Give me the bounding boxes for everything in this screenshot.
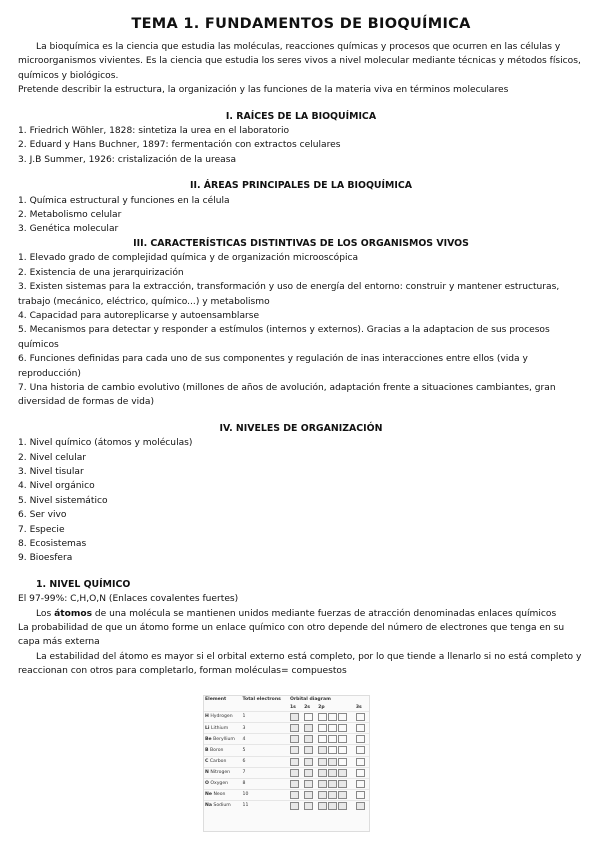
orbital-box [328, 713, 337, 721]
intro-paragraph: La bioquímica es la ciencia que estudia las moléculas, reacciones químicas y procesos que ocurren en las células y microorganismos vivientes. Es la ciencia que estudia los seres vivos a nivel molecular mediante técnicas y métodos físicos, químicos y biológicos. [18, 42, 581, 81]
orbital-label: 2p [318, 704, 325, 710]
list-item: 2. Eduard y Hans Buchner, 1897: fermentación con extractos celulares [18, 140, 341, 151]
roots-list [18, 124, 584, 167]
list-item: 3. Existen sistemas para la extracción, transformación y uso de energía del entorno: construir y mantener estructuras, trabajo (mecánico, eléctrico, químico...) y metabolismo [18, 282, 560, 307]
orbital-box [290, 713, 299, 721]
orbital-cell [303, 778, 317, 789]
list-item: 1. Elevado grado de complejidad química y de organización microoscópica [18, 253, 359, 264]
orbital-box [338, 735, 347, 743]
orbital-cell [289, 734, 303, 745]
orbital-box [356, 724, 365, 732]
orbital-box [304, 780, 313, 788]
orbital-box [356, 769, 365, 777]
table-row [204, 756, 369, 767]
orbital-box [304, 746, 313, 754]
electron-count: 1 [242, 712, 289, 723]
orbital-box [290, 802, 299, 810]
element-name: N Nitrogen [204, 767, 242, 778]
col-total-electrons: Total electrons [242, 697, 281, 702]
electron-count: 3 [242, 723, 289, 734]
list-item: 3. Genética molecular [18, 224, 119, 235]
orbital-box [318, 746, 327, 754]
intro-paragraph-2: Pretende describir la estructura, la organización y las funciones de la materia viva en términos moleculares [18, 85, 509, 96]
orbital-cell [317, 734, 355, 745]
orbital-box [356, 802, 365, 810]
stability-paragraph: La estabilidad del átomo es mayor si el orbital externo está completo, por lo que tiende a llenarlo si no está completo y reaccionan con otros para completarlo, forman moléculas= compuestos [18, 651, 582, 677]
orbital-box [318, 791, 327, 799]
list-item: 6. Ser vivo [18, 510, 67, 521]
orbital-box [318, 735, 327, 743]
atoms-paragraph: Los átomos de una molécula se mantienen unidos mediante fuerzas de atracción denominadas enlaces químicos [36, 608, 557, 619]
list-item: 2. Existencia de una jerarquirización [18, 267, 184, 278]
orbital-cell [303, 800, 317, 811]
orbital-box [290, 735, 299, 743]
orbital-box [338, 724, 347, 732]
table-row [204, 778, 369, 789]
orbital-box [290, 791, 299, 799]
table-row [204, 789, 369, 800]
list-item: 9. Bioesfera [18, 553, 73, 564]
col-element: Element [205, 697, 227, 702]
electron-count: 5 [242, 745, 289, 756]
orbital-cell [317, 756, 355, 767]
list-item: 4. Capacidad para autoreplicarse y autoensamblarse [18, 310, 260, 321]
orbital-cell [289, 723, 303, 734]
element-name: Ne Neon [204, 789, 242, 800]
orbital-box [304, 724, 313, 732]
orbital-box [356, 791, 365, 799]
orbital-cell [355, 745, 369, 756]
orbital-cell [289, 745, 303, 756]
list-item: 4. Nivel orgánico [18, 481, 95, 492]
orbital-cell [317, 723, 355, 734]
orbital-label: 3s [355, 704, 362, 710]
table-row [204, 734, 369, 745]
orbital-box [328, 791, 337, 799]
orbital-cell [355, 712, 369, 723]
document-page [18, 14, 584, 679]
orbital-cell [289, 767, 303, 778]
orbital-cell [317, 778, 355, 789]
orbital-box [304, 758, 313, 766]
section-heading-characteristics: III. CARACTERÍSTICAS DISTINTIVAS DE LOS ORGANISMOS VIVOS [133, 237, 469, 249]
page-title: TEMA 1. FUNDAMENTOS DE BIOQUÍMICA [131, 16, 471, 32]
orbital-box [318, 802, 327, 810]
orbital-box [338, 769, 347, 777]
orbital-label: 1s [289, 704, 296, 710]
element-name: O Oxygen [204, 778, 242, 789]
orbital-box [338, 758, 347, 766]
element-name: C Carbon [204, 756, 242, 767]
list-item: 5. Nivel sistemático [18, 495, 108, 506]
orbital-cell [303, 712, 317, 723]
table-row [204, 745, 369, 756]
table-row [204, 767, 369, 778]
orbital-cell [303, 756, 317, 767]
orbital-box [328, 769, 337, 777]
orbital-box [304, 791, 313, 799]
orbital-cell [317, 712, 355, 723]
electron-count: 11 [242, 800, 289, 811]
orbital-cell [289, 712, 303, 723]
electron-count: 4 [242, 734, 289, 745]
element-name: B Boron [204, 745, 242, 756]
table-row [204, 712, 369, 723]
orbital-box [304, 769, 313, 777]
orbital-cell [303, 734, 317, 745]
col-orbital-diagram: Orbital diagram [289, 697, 331, 702]
orbital-box [328, 802, 337, 810]
orbital-box [338, 713, 347, 721]
table-row [204, 800, 369, 811]
orbital-box [304, 802, 313, 810]
orbital-cell [317, 745, 355, 756]
orbital-box [328, 758, 337, 766]
orbital-box [290, 769, 299, 777]
probability-paragraph: La probabilidad de que un átomo forme un enlace químico con otro depende del número de electrones que tenga en su capa más externa [18, 623, 565, 648]
orbital-cell [289, 789, 303, 800]
orbital-cell [289, 778, 303, 789]
orbital-box [318, 713, 327, 721]
list-item: 5. Mecanismos para detectar y responder a estímulos (internos y externos). Gracias a la adaptacion de sus procesos químicos [18, 325, 550, 350]
list-item: 8. Ecosistemas [18, 539, 87, 549]
orbital-cell [317, 789, 355, 800]
orbital-box [356, 758, 365, 766]
orbital-box [290, 758, 299, 766]
orbital-box [338, 802, 347, 810]
orbital-box [328, 746, 337, 754]
orbital-box [290, 724, 299, 732]
list-item: 6. Funciones definidas para cada uno de sus componentes y regulación de inas interacciones entre ellos (vida y reproducción) [18, 354, 528, 379]
element-name: H Hydrogen [204, 712, 242, 723]
list-item: 7. Especie [18, 524, 65, 535]
levels-list [18, 436, 584, 566]
orbital-box [304, 735, 313, 743]
areas-list [18, 194, 584, 237]
orbital-cell [355, 723, 369, 734]
list-item: 1. Química estructural y funciones en la célula [18, 195, 230, 206]
list-item: 2. Metabolismo celular [18, 210, 122, 221]
section-heading-roots: I. RAÍCES DE LA BIOQUÍMICA [225, 110, 377, 122]
electron-count: 10 [242, 789, 289, 800]
orbital-cell [317, 800, 355, 811]
list-item: 7. Una historia de cambio evolutivo (millones de años de avolución, adaptación frente a situaciones cambiantes, gran diversidad de formas de vida) [18, 382, 556, 408]
list-item: 3. J.B Summer, 1926: cristalización de la ureasa [18, 154, 237, 165]
orbital-cell [303, 789, 317, 800]
list-item: 2. Nivel celular [18, 452, 87, 463]
orbital-cell [317, 767, 355, 778]
orbital-box [304, 713, 313, 721]
orbital-box [338, 746, 347, 754]
orbital-box [328, 735, 337, 743]
orbital-diagram-figure [203, 695, 370, 832]
orbital-cell [355, 778, 369, 789]
list-item: 3. Nivel tisular [18, 466, 84, 477]
orbital-box [290, 780, 299, 788]
orbital-box [338, 791, 347, 799]
orbital-box [318, 758, 327, 766]
orbital-box [338, 780, 347, 788]
orbital-cell [289, 756, 303, 767]
orbital-box [356, 735, 365, 743]
element-name: Be Beryllium [204, 734, 242, 745]
list-item: 1. Nivel químico (átomos y moléculas) [18, 438, 193, 449]
orbital-cell [355, 800, 369, 811]
section-heading-areas: II. ÁREAS PRINCIPALES DE LA BIOQUÍMICA [190, 180, 412, 192]
orbital-label: 2s [304, 704, 310, 710]
orbital-box [328, 780, 337, 788]
orbital-box [356, 780, 365, 788]
orbital-box [318, 724, 327, 732]
section-heading-levels: IV. NIVELES DE ORGANIZACIÓN [219, 422, 383, 434]
electron-count: 7 [242, 767, 289, 778]
orbital-cell [355, 734, 369, 745]
orbital-cell [355, 756, 369, 767]
electron-count: 6 [242, 756, 289, 767]
electron-count: 8 [242, 778, 289, 789]
orbital-cell [303, 723, 317, 734]
orbital-box [356, 713, 365, 721]
orbital-cell [355, 767, 369, 778]
orbital-cell [303, 767, 317, 778]
orbital-box [318, 780, 327, 788]
orbital-box [290, 746, 299, 754]
characteristics-list [18, 251, 584, 409]
orbital-box [328, 724, 337, 732]
orbital-box [318, 769, 327, 777]
chemical-level-line: El 97-99%: C,H,O,N (Enlaces covalentes fuertes) [18, 594, 239, 605]
atoms-term: átomos [54, 608, 92, 619]
orbital-box [356, 746, 365, 754]
orbital-cell [289, 800, 303, 811]
element-name: Na Sodium [204, 800, 242, 811]
orbital-table [204, 696, 369, 811]
table-row [204, 723, 369, 734]
section-heading-chemical-level: 1. NIVEL QUÍMICO [36, 578, 131, 590]
list-item: 1. Friedrich Wöhler, 1828: sintetiza la urea en el laboratorio [18, 126, 290, 137]
orbital-cell [303, 745, 317, 756]
orbital-cell [355, 789, 369, 800]
element-name: Li Lithium [204, 723, 242, 734]
